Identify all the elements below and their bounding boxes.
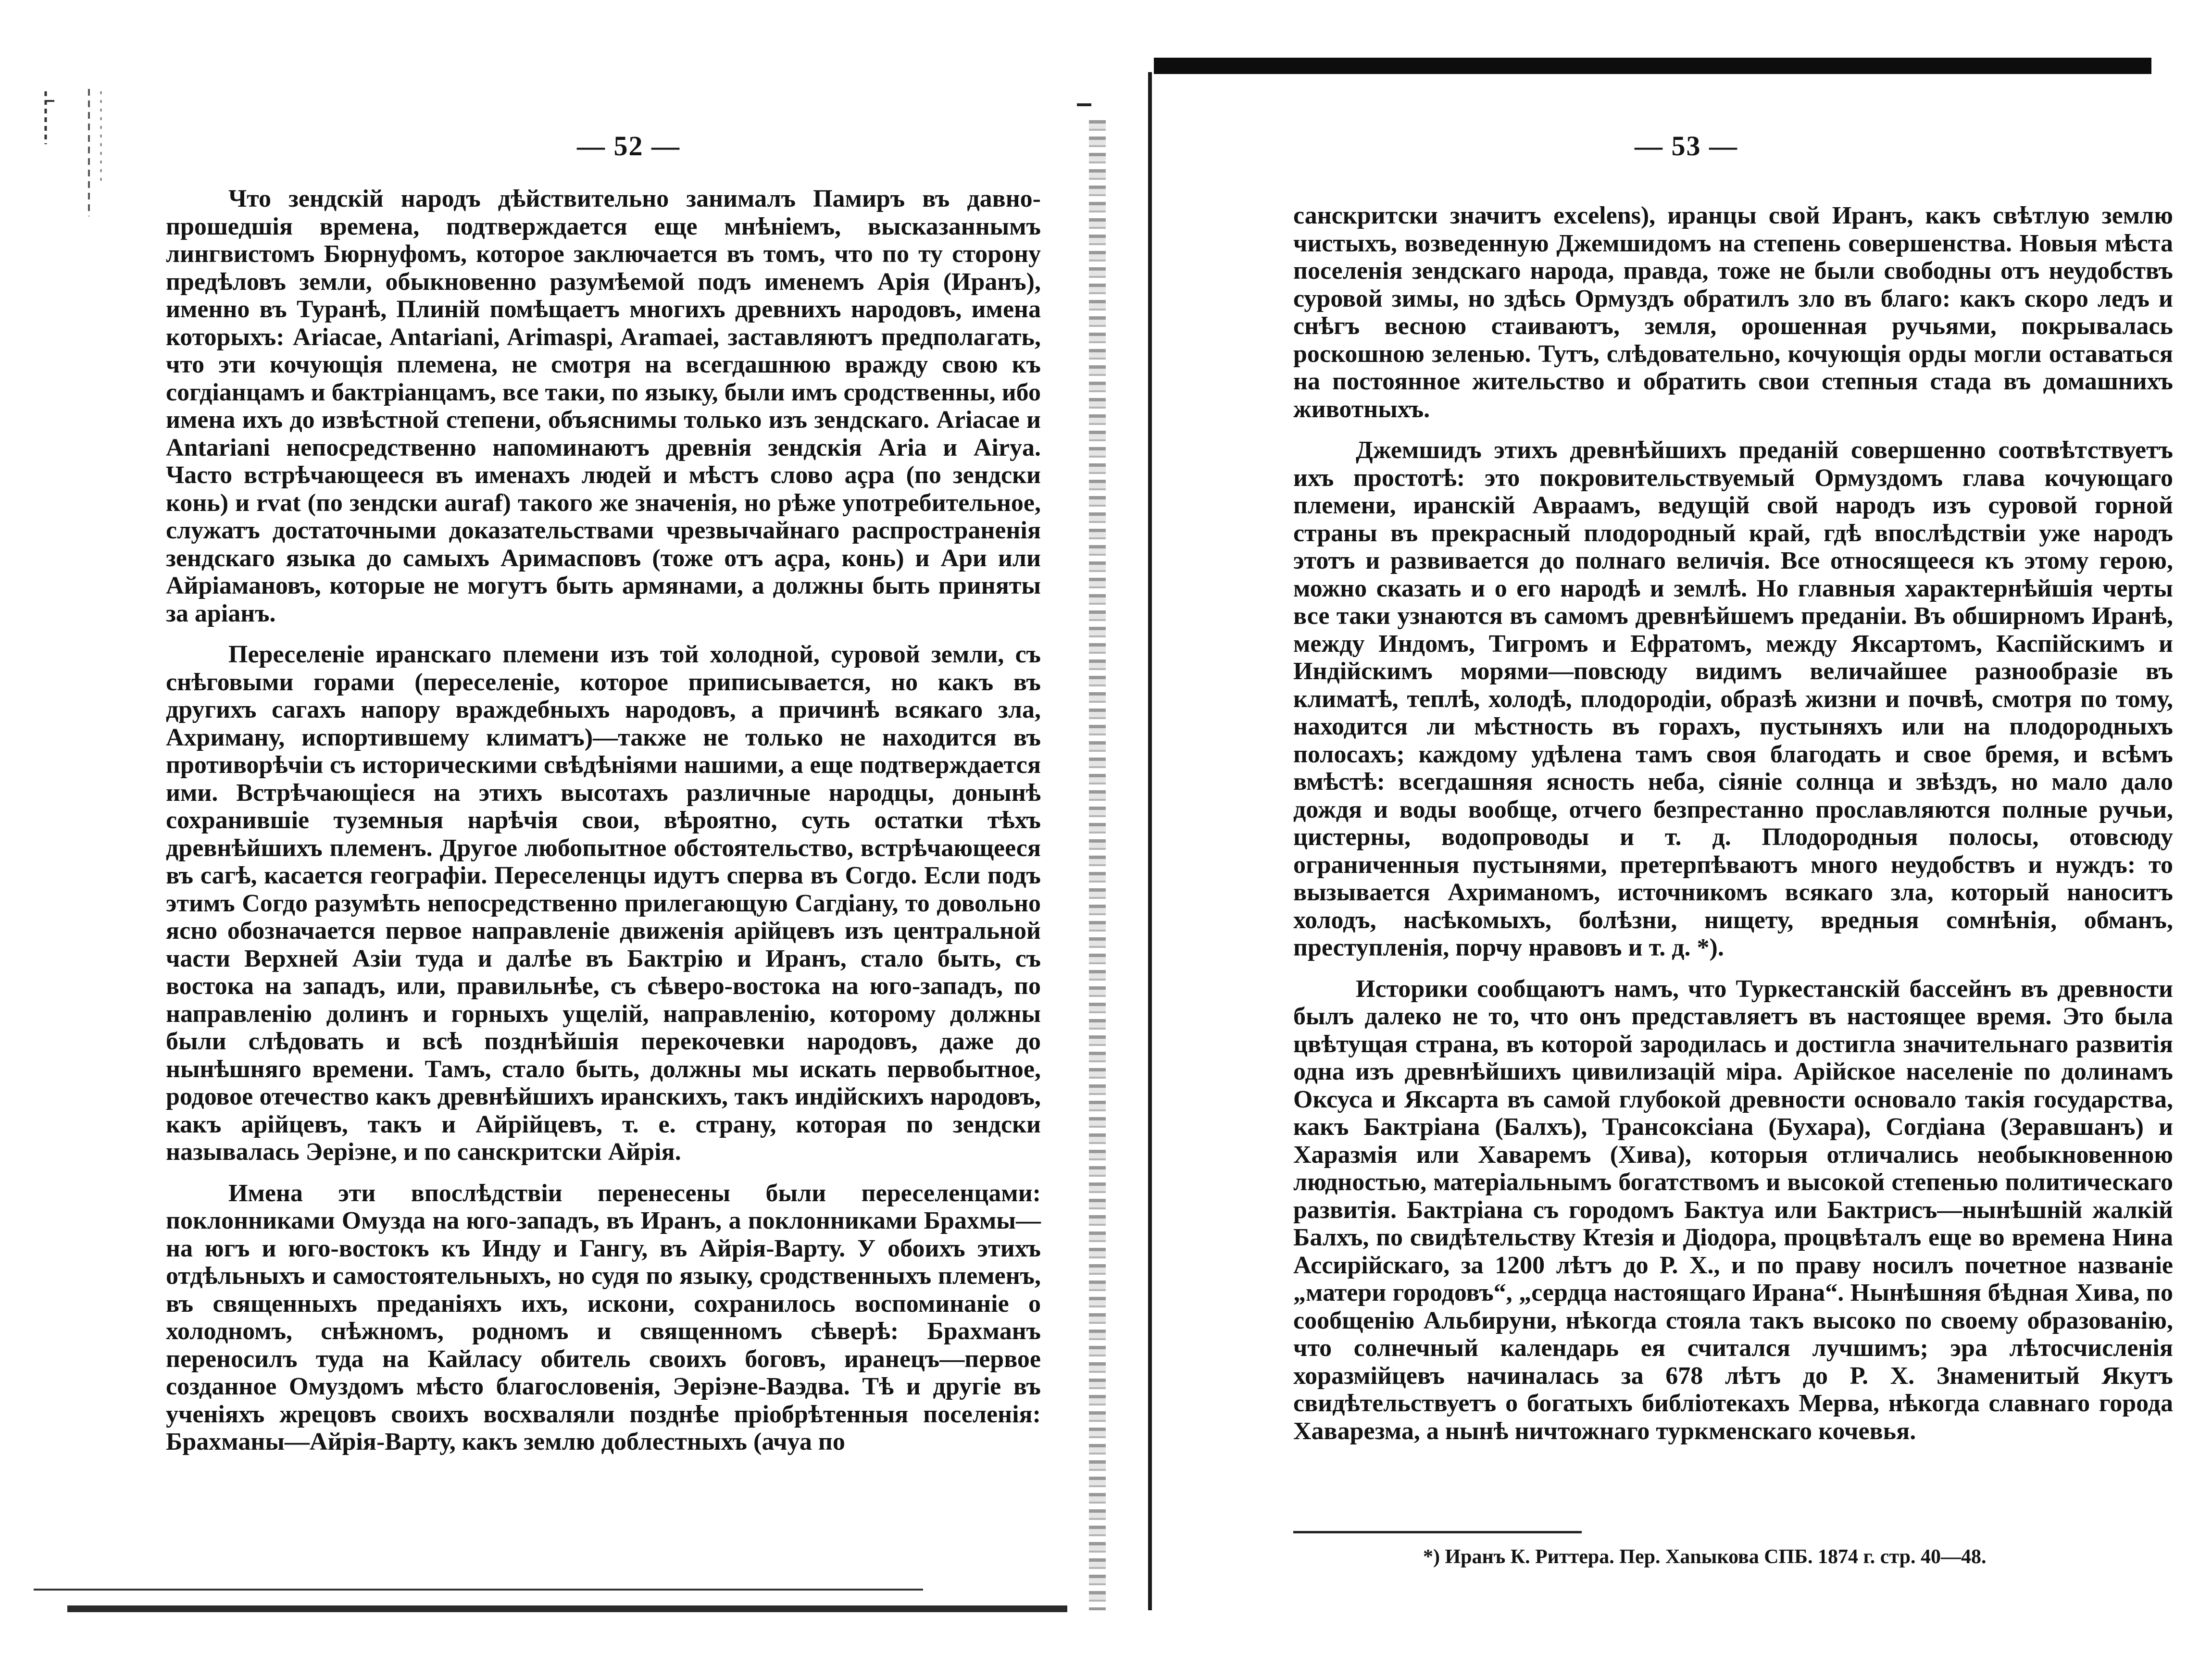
paragraph: Переселеніе иранскаго племени изъ той холодной, суровой земли, съ снѣговыми горами (переселеніе, которое приписывается, но какъ въ другихъ сагахъ напору враждебныхъ народовъ, а причинѣ всякаго зла, Ахриману, испортившему климатъ)—также не только не находится въ противорѣчіи съ историческими свѣдѣніями нашими, а еще подтверждается ими. Встрѣчающіеся на этихъ высотахъ различные народцы, донынѣ сохранившіе туземныя нарѣчія свои, вѣроятно, суть остатки тѣхъ древнѣйшихъ племенъ. Другое любопытное обстоятельство, встрѣчающееся въ сагѣ, касается географіи. Переселенцы идутъ сперва въ Согдо. Если подъ этимъ Согдо разумѣть непосредственно прилегающую Сагдіану, то довольно ясно обозначается первое направленіе движенія арійцевъ изъ центральной части Верхней Азіи туда и далѣе въ Бактрію и Иранъ, стало быть, съ востока на западъ, или, правильнѣе, съ сѣверо-востока на юго-западъ, по направленію долинъ и горныхъ ущелій, направленію, которому должны были слѣдовать и всѣ позднѣйшія перекочевки народовъ, даже до нынѣшняго времени. Тамъ, стало быть, должны мы искать первобытное, родовое отечество какъ древнѣйшихъ иранскихъ, такъ индійскихъ народовъ, какъ арійцевъ, такъ и Айрійцевъ, т. е. страну, которая по зендски называлась Эеріэне, и по санскритски Айрія.: [166, 641, 1041, 1166]
page-number: — 53 —: [1635, 130, 1738, 162]
scan-page-edge-line: [1148, 72, 1152, 1610]
footnote-rule: [1293, 1531, 1582, 1533]
scan-margin-marks: [41, 87, 108, 231]
paragraph: Что зендскій народъ дѣйствительно занималъ Памиръ въ давно-прошедшія времена, подтверждается еще мнѣніемъ, высказаннымъ лингвистомъ Бюрнуфомъ, которое заключается въ томъ, что по ту сторону предѣловъ земли, обыкновенно разумѣемой подъ именемъ Арія (Иранъ), именно въ Туранѣ, Плиній помѣщаетъ многихъ древнихъ народовъ, имена которыхъ: Ariacae, Antariani, Arimaspi, Aramaei, заставляютъ предполагать, что эти кочующія племена, не смотря на всегдашнюю вражду свою къ согдіанцамъ и бактріанцамъ, все таки, по языку, были имъ сродственны, ибо имена ихъ до извѣстной степени, объяснимы только изъ зендскаго. Ariacae и Antariani непосредственно напоминаютъ древнія зендскія Aria и Airya. Часто встрѣчающееся въ именахъ людей и мѣстъ слово аçра (по зендски конь) и rvat (по зендски auraf) такого же значенія, но рѣже употребительное, служатъ достаточными доказательствами чрезвычайнаго распространенія зендскаго языка до самыхъ Аримасповъ (тоже отъ аçра, конь) и Ари или Айріамановъ, которые не могутъ быть армянами, а должны быть приняты за аріанъ.: [166, 185, 1041, 627]
footnote: *) Иранъ К. Риттера. Пер. Хаnыкова СПБ. 1874 г. стр. 40—48.: [1423, 1546, 1987, 1568]
scan-bottom-rule: [34, 1589, 923, 1591]
binding-gutter-shadow: [1089, 120, 1106, 1610]
paragraph: Имена эти впослѣдствіи перенесены были переселенцами: поклонниками Омузда на юго-западъ, въ Иранъ, а поклонниками Брахмы—на югъ и юго-востокъ къ Инду и Гангу, въ Айрія-Варту. У обоихъ этихъ отдѣльныхъ и самостоятельныхъ, но судя по языку, сродственныхъ племенъ, въ священныхъ преданіяхъ ихъ, искони, сохранилось воспоминаніе о холодномъ, снѣжномъ, родномъ и священномъ сѣверѣ: Брахманъ переносилъ туда на Кайласу обитель своихъ боговъ, иранецъ—первое созданное Омуздомъ мѣсто благословенія, Эеріэне-Ваэдва. Тѣ и другіе въ ученіяхъ жрецовъ своихъ восхваляли позднѣе пріобрѣтенныя поселенія: Брахманы—Айрія-Варту, какъ землю доблестныхъ (ачуа по: [166, 1179, 1041, 1455]
body-text: [166, 185, 1041, 1469]
scan-dash-mark: [1077, 103, 1091, 106]
page-number: — 52 —: [577, 130, 680, 162]
paragraph: Джемшидъ этихъ древнѣйшихъ преданій совершенно соотвѣтствуетъ ихъ простотѣ: это покровительствуемый Ормуздомъ глава кочующаго племени, иранскій Авраамъ, ведущій свой народъ изъ суровой горной страны въ прекрасный плодородный край, гдѣ впослѣдствіи уже народъ этотъ и развивается до полнаго величія. Все относящееся къ этому герою, можно сказать и о его народѣ и землѣ. Но главныя характернѣйшія черты все таки узнаются въ самомъ древнѣйшемъ преданіи. Въ обширномъ Иранѣ, между Индомъ, Тигромъ и Ефратомъ, между Яксартомъ, Каспійскимъ и Индійскимъ морями—повсюду видимъ величайшее разнообразіе въ климатѣ, теплѣ, холодѣ, плодородіи, образѣ жизни и почвѣ, смотря по тому, находится ли мѣстность въ горахъ, пустыняхъ или на плодородныхъ полосахъ; каждому удѣлена тамъ своя благодать и свое бремя, и всѣмъ вмѣстѣ: всегдашняя ясность неба, сіяніе солнца и звѣздъ, но мало дало дождя и воды вообще, отчего безпрестанно прославляются полные ручьи, цистерны, водопроводы и т. д. Плодородныя полосы, отовсюду ограниченныя пустынями, претерпѣваютъ много неудобствъ и нуждъ: то вызывается Ахриманомъ, источникомъ всякаго зла, который наноситъ холодъ, насѣкомыхъ, болѣзни, нищету, вредныя сомнѣнія, обманъ, преступленія, порчу нравовъ и т. д. *).: [1293, 436, 2173, 961]
paragraph: Историки сообщаютъ намъ, что Туркестанскій бассейнъ въ древности былъ далеко не то, что онъ представляетъ въ настоящее время. Это была цвѣтущая страна, въ которой зародилась и достигла значительнаго развитія одна изъ древнѣйшихъ цивилизацій міра. Арійское населеніе по долинамъ Оксуса и Яксарта въ самой глубокой древности основало такія государства, какъ Бактріана (Балхъ), Трансоксіана (Бухара), Согдіана (Зеравшанъ) и Харазмія или Хаваремъ (Хива), которыя отличались необыкновенною людностью, матеріальнымъ богатствомъ и высокой степенью политическаго развитія. Бактріана съ городомъ Бактуа или Бактрисъ—нынѣшній жалкій Балхъ, по свидѣтельству Ктезія и Діодора, процвѣталъ еще во времена Нина Ассирійскаго, за 1200 лѣтъ до Р. Х., и по праву носилъ почетное названіе „матери городовъ“, „сердца настоящаго Ирана“. Нынѣшняя бѣдная Хива, по сообщенію Альбируни, нѣкогда стояла такъ высоко по своему образованію, что солнечный календарь ея считался лучшимъ; эра лѣтосчисленія хоразмійцевъ начиналась за 678 лѣтъ до Р. Х. Знаменитый Якутъ свидѣтельствуетъ о богатыхъ библіотекахъ Мерва, нѣкогда славнаго города Хаварезма, а нынѣ ничтожнаго туркменскаго кочевья.: [1293, 975, 2173, 1445]
scan-bottom-rule: [67, 1605, 1067, 1612]
scan-top-edge-bar: [1154, 58, 2151, 74]
paragraph: санскритски значитъ excelens), иранцы свой Иранъ, какъ свѣтлую землю чистыхъ, возведенную Джемшидомъ на степень совершенства. Новыя мѣста поселенія зендскаго народа, правда, тоже не были свободны отъ неудобствъ суровой зимы, но здѣсь Ормуздъ обратилъ зло въ благо: какъ скоро ледъ и снѣгъ весною стаиваютъ, земля, орошенная ручьями, покрывалась роскошною зеленью. Тутъ, слѣдовательно, кочующія орды могли оставаться на постоянное жительство и обратить свои степныя стада въ домашнихъ животныхъ.: [1293, 202, 2173, 423]
body-text: [1293, 202, 2173, 1458]
right-page: [1106, 0, 2212, 1679]
